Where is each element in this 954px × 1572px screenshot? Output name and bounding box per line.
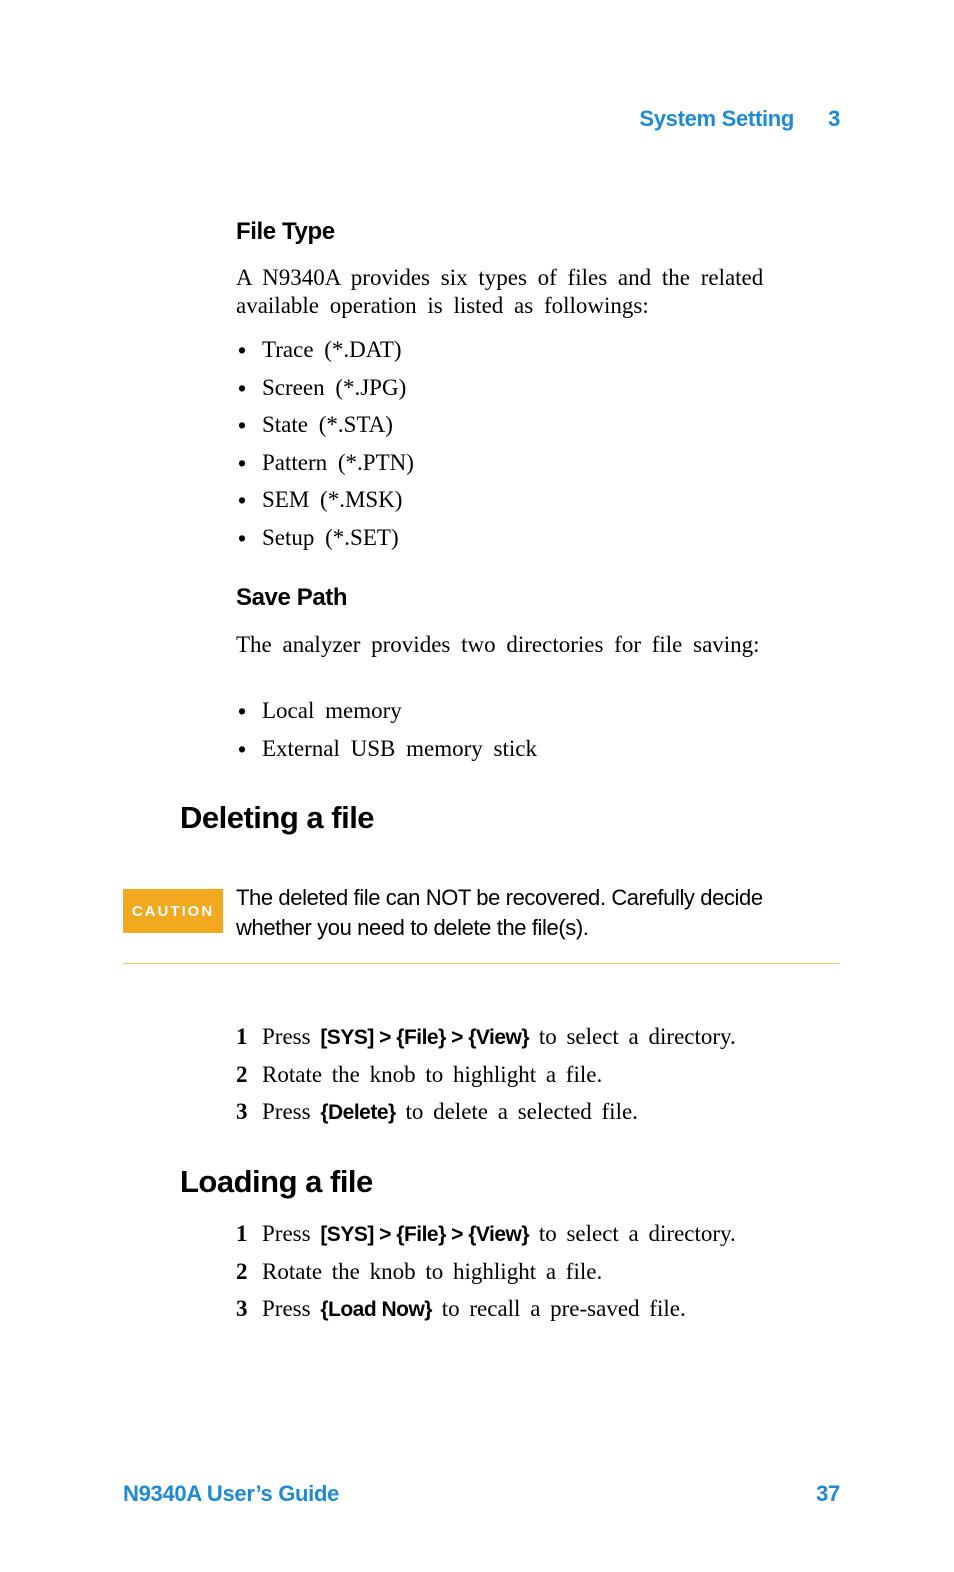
save-path-list	[238, 697, 537, 772]
deleting-steps	[236, 1023, 736, 1136]
file-type-heading: File Type	[236, 218, 335, 245]
caution-badge: CAUTION	[123, 889, 223, 933]
list-item: • External USB memory stick	[238, 735, 537, 773]
save-path-heading: Save Path	[236, 584, 348, 611]
bullet: •	[238, 487, 247, 513]
step-item: 3 Press {Load Now} to recall a pre-saved file.	[236, 1296, 686, 1321]
running-header	[639, 106, 840, 132]
list-item: • Local memory	[238, 697, 537, 735]
step-item: 3 Press {Delete} to delete a selected file.	[236, 1099, 638, 1124]
list-item: • Trace (*.DAT)	[238, 336, 414, 374]
list-item: • SEM (*.MSK)	[238, 486, 414, 524]
loading-steps	[236, 1220, 736, 1333]
bullet: •	[238, 449, 247, 476]
footer-guide-title: N9340A User’s Guide	[123, 1481, 340, 1506]
list-item: • Setup (*.SET)	[238, 524, 414, 562]
step-item: 1 Press [SYS] > {File} > {View} to select a directory.	[236, 1221, 736, 1246]
file-type-list	[238, 336, 414, 561]
list-item: • Pattern (*.PTN)	[238, 449, 414, 487]
bullet: •	[238, 698, 247, 724]
step-item: 1 Press [SYS] > {File} > {View} to select a directory.	[236, 1024, 736, 1049]
bullet: •	[238, 374, 247, 401]
bullet: •	[238, 337, 247, 363]
bullet: •	[238, 412, 247, 438]
deleting-heading: Deleting a file	[180, 800, 375, 835]
list-item: • State (*.STA)	[238, 411, 414, 449]
footer-page-number: 37	[816, 1481, 840, 1506]
bullet: •	[238, 524, 247, 551]
step-item: 2 Rotate the knob to highlight a file.	[236, 1061, 603, 1087]
caution-text: The deleted file can NOT be recovered. Carefully decide whether you need to delete the file(s).	[236, 885, 763, 940]
caution-divider	[123, 963, 840, 964]
header-chapter-number: 3	[828, 106, 840, 131]
list-item: • Screen (*.JPG)	[238, 374, 414, 412]
step-item: 2 Rotate the knob to highlight a file.	[236, 1258, 603, 1284]
header-section-title: System Setting	[639, 106, 795, 131]
loading-heading: Loading a file	[180, 1164, 373, 1199]
bullet: •	[238, 735, 247, 762]
save-path-intro: The analyzer provides two directories for file saving:	[236, 632, 760, 657]
file-type-intro: A N9340A provides six types of files and the related available operation is listed as followings:	[236, 265, 764, 318]
